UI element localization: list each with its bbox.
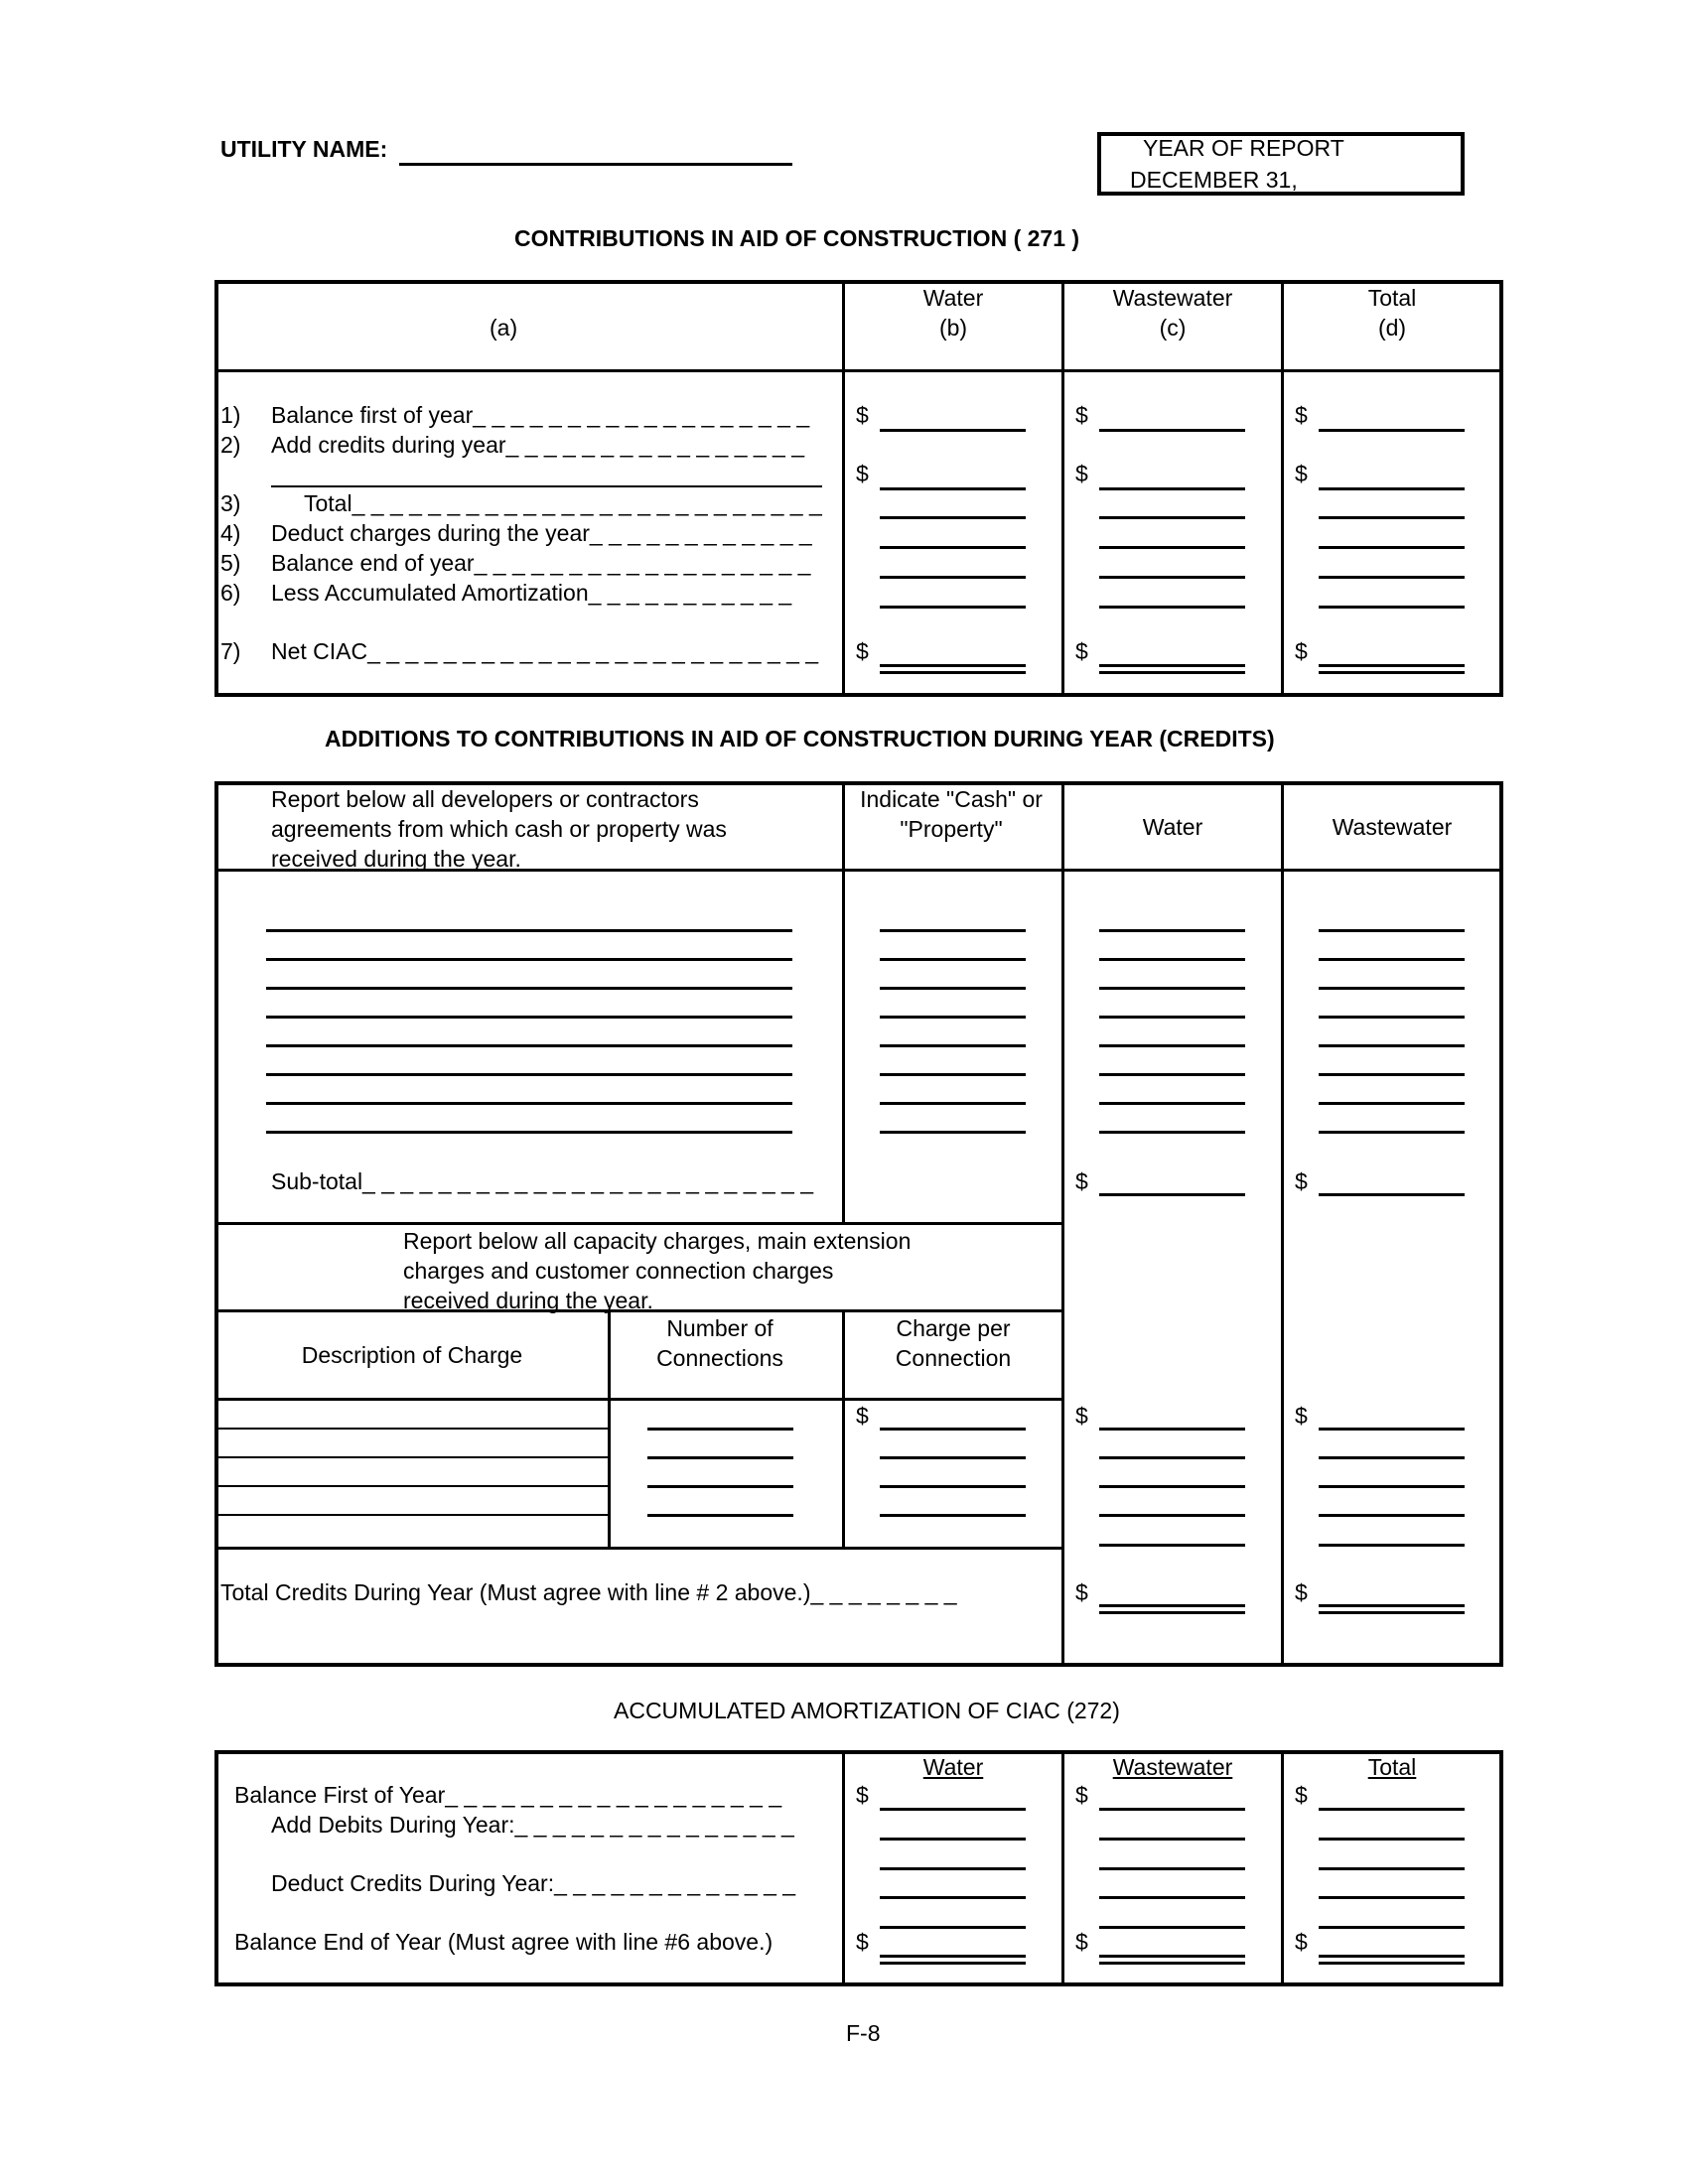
additions-capacity-top-rule: [214, 1222, 1063, 1225]
subtotal-water-field[interactable]: [1099, 1193, 1245, 1196]
amortization-water-field[interactable]: [880, 1896, 1026, 1899]
amortization-total-field[interactable]: [1319, 1896, 1465, 1899]
col-b-letter: (b): [938, 315, 968, 341]
col-d-name: Total: [1367, 285, 1417, 311]
total-credits-water-field[interactable]: [1099, 1604, 1245, 1614]
indicate-entry-field[interactable]: [880, 929, 1026, 932]
col-d-letter: (d): [1377, 315, 1407, 341]
dollar-sign: $: [1295, 1782, 1308, 1808]
amortization-wastewater-field[interactable]: [1099, 1926, 1245, 1929]
amortization-water-header: Water: [922, 1754, 984, 1780]
connections-entry-field[interactable]: [647, 1514, 793, 1517]
ciac-total-balance-end-field[interactable]: [1319, 576, 1465, 579]
dollar-sign: $: [1295, 1168, 1308, 1194]
wastewater-entry-field[interactable]: [1319, 1016, 1465, 1019]
wastewater-entry-field[interactable]: [1319, 958, 1465, 961]
additions-capacity-header-rule: [214, 1398, 1063, 1401]
dollar-sign: $: [1075, 1579, 1088, 1605]
developer-entry-field[interactable]: [266, 1073, 792, 1076]
description-of-charge-header: Description of Charge: [301, 1342, 523, 1368]
ciac-line-label-3: Total_ _ _ _ _ _ _ _ _ _ _ _ _ _ _ _ _ _ _ _ _ _ _ _ _: [304, 490, 822, 516]
indicate-entry-field[interactable]: [880, 1073, 1026, 1076]
ciac-col-divider-d: [1281, 280, 1284, 697]
total-credits-label: Total Credits During Year (Must agree with line # 2 above.)_ _ _ _ _ _ _ _: [220, 1579, 957, 1605]
amortization-water-field[interactable]: [880, 1808, 1026, 1811]
ciac-line-label-1: Balance first of year_ _ _ _ _ _ _ _ _ _ _ _ _ _ _ _ _ _: [271, 402, 810, 428]
ciac-col-divider-b: [842, 280, 845, 697]
indicate-entry-field[interactable]: [880, 1131, 1026, 1134]
capacity-water-field[interactable]: [1099, 1485, 1245, 1488]
water-entry-field[interactable]: [1099, 987, 1245, 990]
ciac-water-total-field[interactable]: [880, 516, 1026, 519]
ciac-line-num-7: 7): [220, 638, 241, 664]
ciac-line-num-1: 1): [220, 402, 241, 428]
ciac-water-add-credits-field[interactable]: [880, 487, 1026, 490]
additions-wastewater-header: Wastewater: [1332, 814, 1453, 840]
amortization-total-header: Total: [1367, 1754, 1417, 1780]
ciac-header-divider: [214, 369, 1503, 372]
ciac-col-a: (a): [490, 315, 518, 341]
connections-entry-field[interactable]: [647, 1485, 793, 1488]
ciac-line-label-4: Deduct charges during the year_ _ _ _ _ _ _ _ _ _ _ _: [271, 520, 812, 546]
water-entry-field[interactable]: [1099, 1073, 1245, 1076]
year-of-report-label: YEAR OF REPORT: [1143, 135, 1344, 161]
capacity-wastewater-field[interactable]: [1319, 1485, 1465, 1488]
amortization-divider-wastewater: [1061, 1750, 1064, 1986]
amortization-add-debits-label: Add Debits During Year:_ _ _ _ _ _ _ _ _ _ _ _ _ _ _: [271, 1812, 794, 1838]
report-capacity-text: Report below all capacity charges, main extension charges and customer connection charges received during the year.: [403, 1228, 912, 1313]
ciac-title: CONTRIBUTIONS IN AID OF CONSTRUCTION ( 271 ): [514, 225, 1080, 251]
additions-divider-description: [608, 1310, 611, 1549]
charge-entry-field[interactable]: [880, 1485, 1026, 1488]
ciac-water-balance-first-field[interactable]: [880, 429, 1026, 432]
additions-divider-wastewater: [1281, 781, 1284, 1667]
ciac-wastewater-add-credits-field[interactable]: [1099, 487, 1245, 490]
amortization-total-field[interactable]: [1319, 1808, 1465, 1811]
ciac-total-deduct-field[interactable]: [1319, 546, 1465, 549]
dollar-sign: $: [1075, 1403, 1088, 1429]
capacity-water-field[interactable]: [1099, 1514, 1245, 1517]
water-entry-field[interactable]: [1099, 958, 1245, 961]
dollar-sign: $: [1295, 638, 1308, 664]
wastewater-entry-field[interactable]: [1319, 1131, 1465, 1134]
ciac-wastewater-deduct-field[interactable]: [1099, 546, 1245, 549]
additions-divider-indicate-lower: [842, 1310, 845, 1549]
additions-title: ADDITIONS TO CONTRIBUTIONS IN AID OF CONSTRUCTION DURING YEAR (CREDITS): [325, 726, 1275, 751]
description-row-rule: [214, 1485, 609, 1487]
indicate-entry-field[interactable]: [880, 1044, 1026, 1047]
dollar-sign: $: [856, 402, 869, 428]
amortization-title: ACCUMULATED AMORTIZATION OF CIAC (272): [614, 1698, 1120, 1723]
col-c-name: Wastewater: [1112, 285, 1233, 311]
capacity-wastewater-field[interactable]: [1319, 1456, 1465, 1459]
ciac-water-net-field[interactable]: [880, 664, 1026, 674]
dollar-sign: $: [1075, 1929, 1088, 1955]
indicate-cash-property-header: Indicate "Cash" or "Property": [860, 786, 1043, 842]
dollar-sign: $: [856, 1403, 869, 1429]
indicate-entry-field[interactable]: [880, 1102, 1026, 1105]
wastewater-entry-field[interactable]: [1319, 987, 1465, 990]
dollar-sign: $: [1295, 1579, 1308, 1605]
ciac-table: [214, 280, 1503, 697]
dollar-sign: $: [1295, 402, 1308, 428]
ciac-total-add-credits-field[interactable]: [1319, 487, 1465, 490]
amortization-water-field[interactable]: [880, 1926, 1026, 1929]
dollar-sign: $: [856, 1929, 869, 1955]
utility-name-label: UTILITY NAME:: [220, 136, 388, 162]
connections-entry-field[interactable]: [647, 1456, 793, 1459]
ciac-line-label-7: Net CIAC_ _ _ _ _ _ _ _ _ _ _ _ _ _ _ _ _ _ _ _ _ _ _ _: [271, 638, 819, 664]
charge-entry-field[interactable]: [880, 1456, 1026, 1459]
charge-entry-field[interactable]: [880, 1514, 1026, 1517]
capacity-wastewater-field[interactable]: [1319, 1428, 1465, 1431]
capacity-wastewater-field[interactable]: [1319, 1544, 1465, 1547]
dollar-sign: $: [856, 1782, 869, 1808]
col-c-letter: (c): [1159, 315, 1187, 341]
water-entry-field[interactable]: [1099, 929, 1245, 932]
wastewater-entry-field[interactable]: [1319, 1073, 1465, 1076]
amortization-wastewater-end-field[interactable]: [1099, 1955, 1245, 1965]
amortization-wastewater-field[interactable]: [1099, 1867, 1245, 1870]
page-number: F-8: [846, 2020, 881, 2046]
water-entry-field[interactable]: [1099, 1131, 1245, 1134]
amortization-balance-end-label: Balance End of Year (Must agree with line #6 above.): [234, 1929, 774, 1955]
wastewater-entry-field[interactable]: [1319, 1044, 1465, 1047]
ciac-water-balance-end-field[interactable]: [880, 576, 1026, 579]
description-row-rule: [214, 1514, 609, 1516]
subtotal-label: Sub-total_ _ _ _ _ _ _ _ _ _ _ _ _ _ _ _ _ _ _ _ _ _ _ _: [271, 1168, 814, 1194]
ciac-col-d-header: [1285, 283, 1499, 342]
charge-per-connection-header: Charge per Connection: [895, 1315, 1012, 1371]
description-row-rule: [214, 1456, 609, 1458]
ciac-col-c-header: [1065, 283, 1280, 342]
water-entry-field[interactable]: [1099, 1102, 1245, 1105]
wastewater-entry-field[interactable]: [1319, 1102, 1465, 1105]
dollar-sign: $: [1295, 1929, 1308, 1955]
dollar-sign: $: [1295, 461, 1308, 486]
amortization-balance-first-label: Balance First of Year_ _ _ _ _ _ _ _ _ _ _ _ _ _ _ _ _ _: [234, 1782, 782, 1808]
developer-entry-field[interactable]: [266, 1131, 792, 1134]
col-b-name: Water: [922, 285, 984, 311]
ciac-wastewater-total-field[interactable]: [1099, 516, 1245, 519]
dollar-sign: $: [1075, 1168, 1088, 1194]
developer-entry-field[interactable]: [266, 958, 792, 961]
amortization-wastewater-field[interactable]: [1099, 1896, 1245, 1899]
capacity-water-field[interactable]: [1099, 1428, 1245, 1431]
ciac-total-net-field[interactable]: [1319, 664, 1465, 674]
ciac-line-num-6: 6): [220, 580, 241, 606]
developer-entry-field[interactable]: [266, 1016, 792, 1019]
water-entry-field[interactable]: [1099, 1044, 1245, 1047]
ciac-wastewater-amortization-field[interactable]: [1099, 606, 1245, 609]
number-of-connections-header: Number of Connections: [656, 1315, 783, 1371]
amortization-wastewater-field[interactable]: [1099, 1838, 1245, 1841]
ciac-line-num-5: 5): [220, 550, 241, 576]
developer-entry-field[interactable]: [266, 929, 792, 932]
additions-divider-indicate-upper: [842, 781, 845, 1224]
utility-name-field[interactable]: [399, 163, 792, 166]
ciac-col-divider-c: [1061, 280, 1064, 697]
ciac-total-amortization-field[interactable]: [1319, 606, 1465, 609]
amortization-divider-water: [842, 1750, 845, 1986]
ciac-col-b-header: [846, 283, 1060, 342]
amortization-divider-total: [1281, 1750, 1284, 1986]
ciac-line-num-4: 4): [220, 520, 241, 546]
dollar-sign: $: [856, 638, 869, 664]
additions-total-rule: [214, 1547, 1063, 1550]
capacity-water-field[interactable]: [1099, 1544, 1245, 1547]
ciac-line-label-2: Add credits during year_ _ _ _ _ _ _ _ _ _ _ _ _ _ _ _: [271, 432, 805, 458]
ciac-line-label-5: Balance end of year_ _ _ _ _ _ _ _ _ _ _ _ _ _ _ _ _ _: [271, 550, 811, 576]
ciac-water-amortization-field[interactable]: [880, 606, 1026, 609]
indicate-entry-field[interactable]: [880, 987, 1026, 990]
connections-entry-field[interactable]: [647, 1428, 793, 1431]
additions-water-header: Water: [1142, 814, 1203, 840]
ciac-line-2-rule: [271, 485, 822, 487]
ciac-total-balance-first-field[interactable]: [1319, 429, 1465, 432]
ciac-line-num-3: 3): [220, 490, 241, 516]
amortization-total-end-field[interactable]: [1319, 1955, 1465, 1965]
capacity-water-field[interactable]: [1099, 1456, 1245, 1459]
ciac-total-total-field[interactable]: [1319, 516, 1465, 519]
indicate-entry-field[interactable]: [880, 958, 1026, 961]
dollar-sign: $: [1075, 402, 1088, 428]
ciac-water-deduct-field[interactable]: [880, 546, 1026, 549]
developer-entry-field[interactable]: [266, 987, 792, 990]
amortization-water-field[interactable]: [880, 1838, 1026, 1841]
year-of-report-date: DECEMBER 31,: [1130, 167, 1298, 193]
subtotal-wastewater-field[interactable]: [1319, 1193, 1465, 1196]
developer-entry-field[interactable]: [266, 1102, 792, 1105]
wastewater-entry-field[interactable]: [1319, 929, 1465, 932]
dollar-sign: $: [1075, 1782, 1088, 1808]
amortization-total-field[interactable]: [1319, 1926, 1465, 1929]
developer-entry-field[interactable]: [266, 1044, 792, 1047]
total-credits-wastewater-field[interactable]: [1319, 1604, 1465, 1614]
charge-entry-field[interactable]: [880, 1428, 1026, 1431]
dollar-sign: $: [1075, 638, 1088, 664]
report-developers-text: Report below all developers or contractors agreements from which cash or property was received during the year.: [271, 786, 727, 872]
ciac-line-num-2: 2): [220, 432, 241, 458]
dollar-sign: $: [856, 461, 869, 486]
ciac-line-label-6: Less Accumulated Amortization_ _ _ _ _ _ _ _ _ _ _: [271, 580, 792, 606]
description-row-rule: [214, 1428, 609, 1430]
capacity-wastewater-field[interactable]: [1319, 1514, 1465, 1517]
water-entry-field[interactable]: [1099, 1016, 1245, 1019]
amortization-total-field[interactable]: [1319, 1867, 1465, 1870]
indicate-entry-field[interactable]: [880, 1016, 1026, 1019]
amortization-deduct-credits-label: Deduct Credits During Year:_ _ _ _ _ _ _ _ _ _ _ _ _: [271, 1870, 796, 1896]
amortization-wastewater-field[interactable]: [1099, 1808, 1245, 1811]
ciac-wastewater-balance-first-field[interactable]: [1099, 429, 1245, 432]
dollar-sign: $: [1075, 461, 1088, 486]
ciac-wastewater-balance-end-field[interactable]: [1099, 576, 1245, 579]
amortization-total-field[interactable]: [1319, 1838, 1465, 1841]
ciac-wastewater-net-field[interactable]: [1099, 664, 1245, 674]
amortization-wastewater-header: Wastewater: [1112, 1754, 1233, 1780]
amortization-water-end-field[interactable]: [880, 1955, 1026, 1965]
amortization-water-field[interactable]: [880, 1867, 1026, 1870]
dollar-sign: $: [1295, 1403, 1308, 1429]
